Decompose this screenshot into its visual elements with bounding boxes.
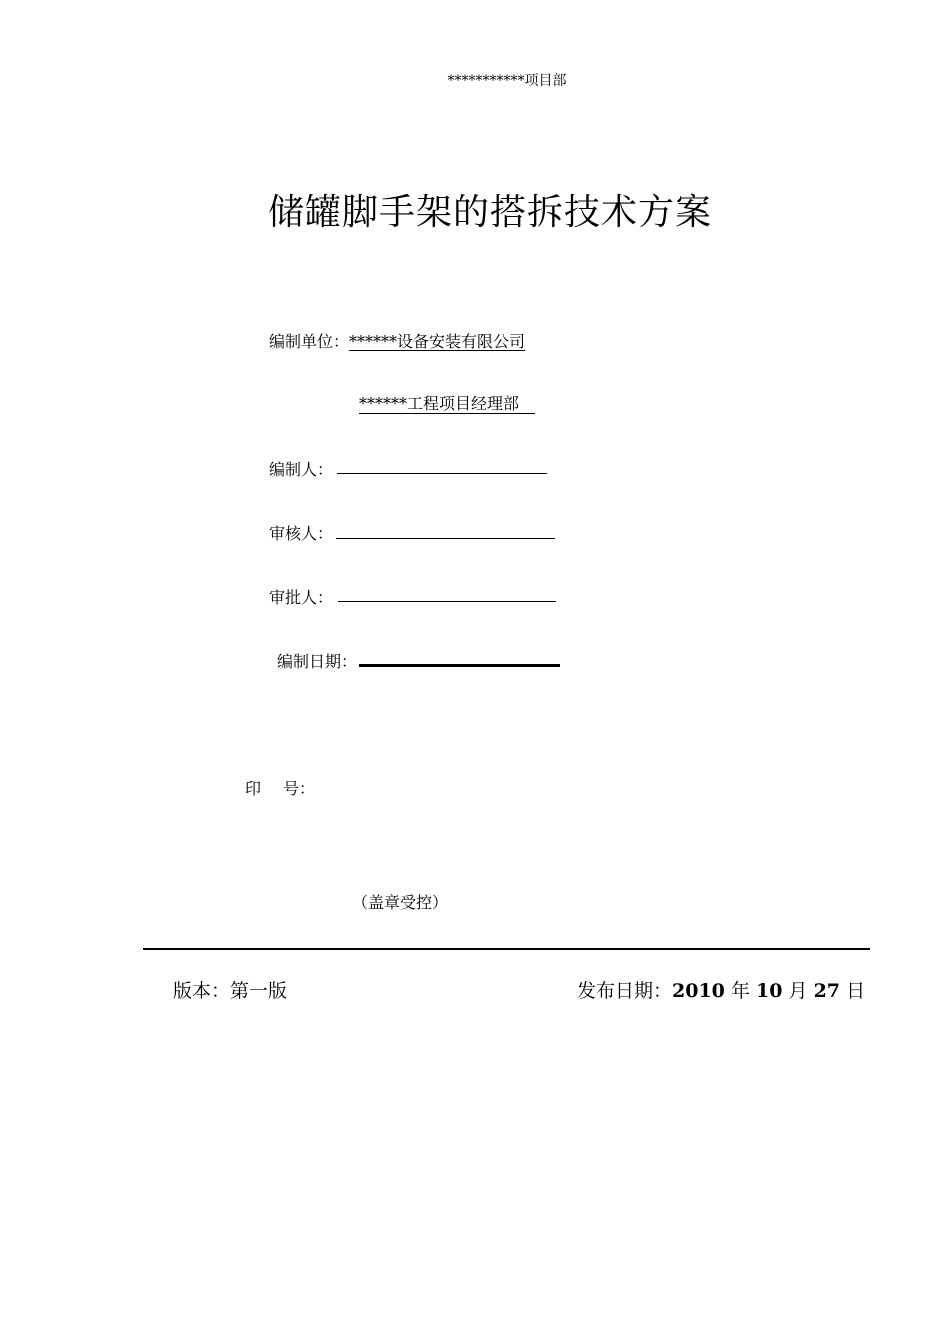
seal-controlled-note: （盖章受控） [352,893,449,912]
print-number-label-1: 印 [245,779,262,798]
compile-unit-row [269,329,525,352]
page-header: ***********项目部 [447,73,567,89]
publish-year: 2010 [672,980,725,1002]
version-row [173,976,287,1003]
publish-month: 10 [756,980,783,1002]
publish-month-unit: 月 [788,980,808,1002]
compile-date-label: 编制日期： [277,652,358,671]
compile-date-line [359,664,560,667]
approver-label: 审批人： [269,588,334,607]
document-title: 储罐脚手架的搭拆技术方案 [267,192,712,233]
reviewer-label: 审核人： [269,524,334,543]
publish-date-label: 发布日期： [577,980,673,1002]
publish-day-unit: 日 [846,980,866,1002]
preparer-signature-line [337,473,547,474]
reviewer-signature-line [336,538,555,539]
publish-year-unit: 年 [730,980,750,1002]
compile-unit-label: 编制单位： [269,332,350,351]
print-number-label-2: 号： [283,779,316,798]
publish-day: 27 [813,980,841,1002]
approver-signature-line [338,601,556,602]
compile-unit-value: ******设备安装有限公司 [349,332,526,351]
preparer-label: 编制人： [269,460,334,479]
version-value: 第一版 [230,980,288,1002]
project-dept-value: ******工程项目经理部 [359,395,535,414]
project-dept-row [359,394,535,414]
footer-divider [143,948,870,950]
version-label: 版本： [173,980,231,1002]
print-number-row [245,776,315,799]
publish-date-row [577,976,865,1003]
